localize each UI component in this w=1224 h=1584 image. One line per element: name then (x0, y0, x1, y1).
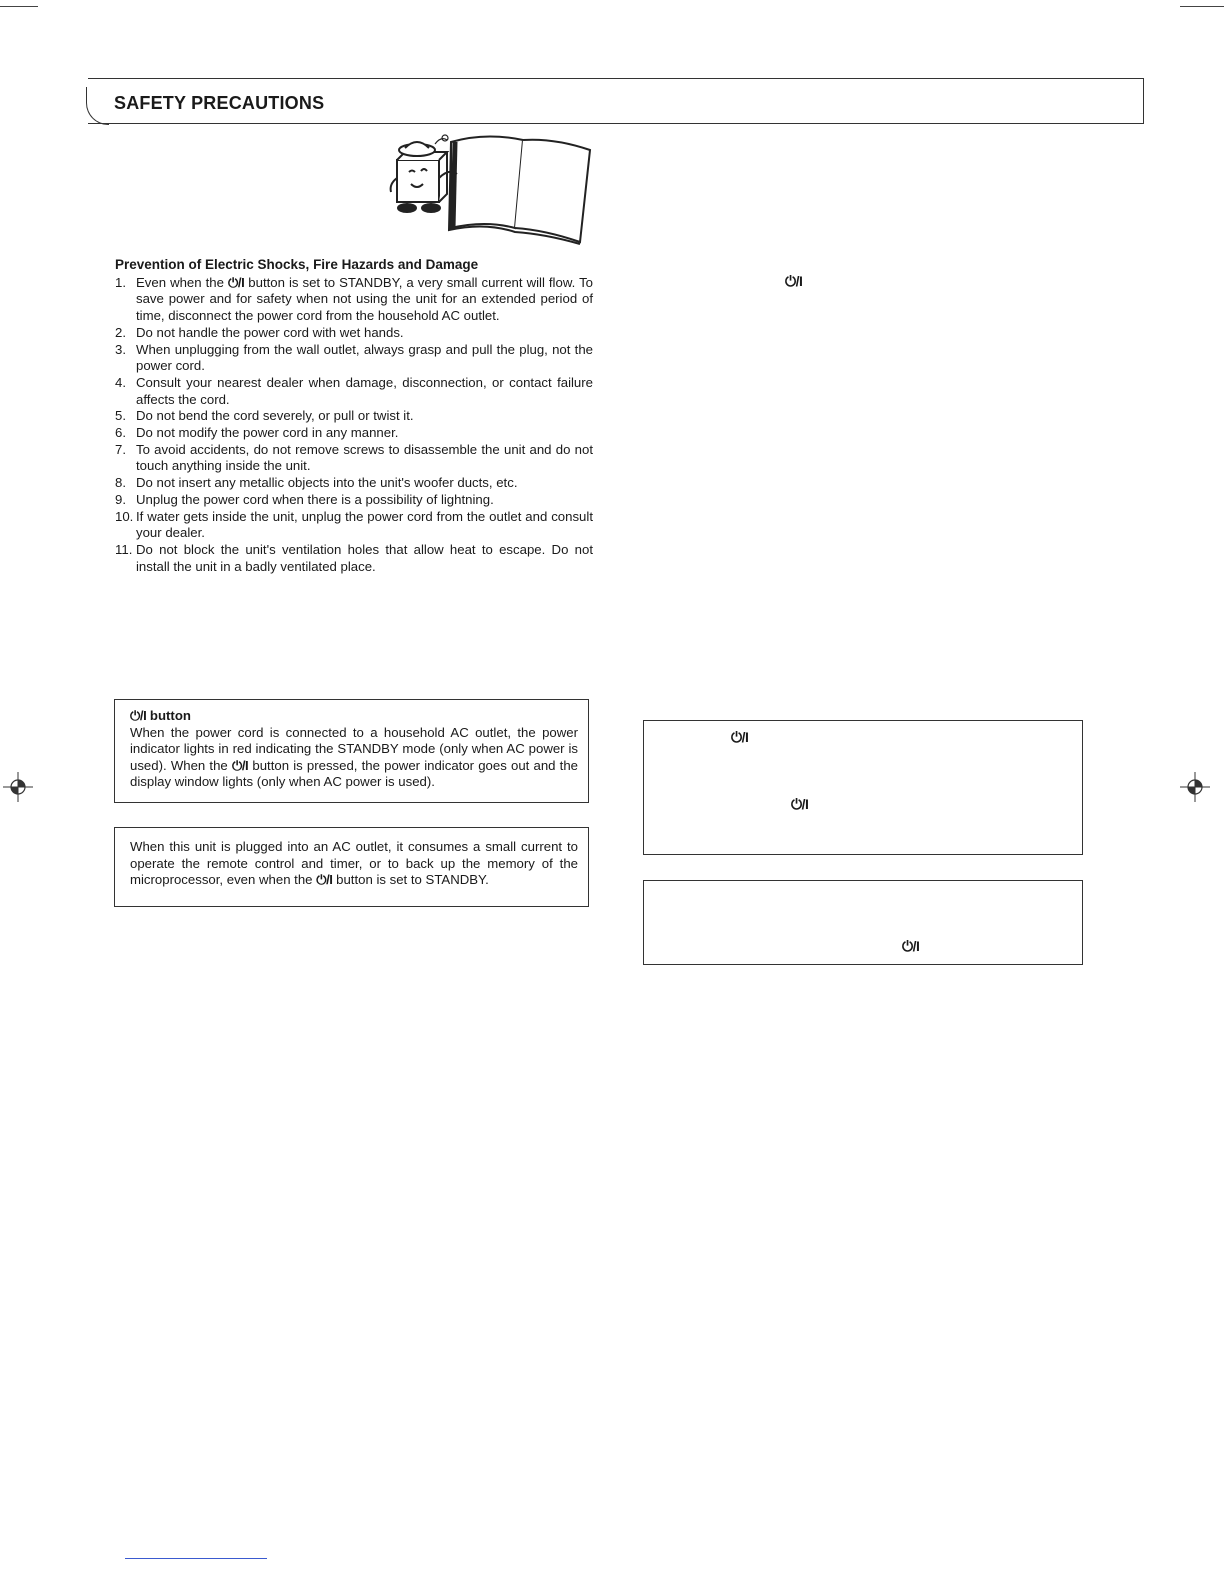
list-item-number: 8. (115, 475, 126, 491)
list-item-text: Unplug the power cord when there is a possibility of lightning. (136, 491, 494, 507)
section-title: SAFETY PRECAUTIONS (114, 93, 325, 113)
list-item (115, 542, 593, 575)
power-button-note-box (114, 699, 589, 803)
power-button-note-text (130, 725, 578, 791)
list-item-text: Do not handle the power cord with wet hands. (136, 324, 404, 340)
power-button-icon: ⏻/I (231, 757, 249, 773)
list-item (115, 325, 593, 342)
prevention-section (115, 257, 593, 575)
list-item-number: 7. (115, 441, 126, 457)
prevention-heading: Prevention of Electric Shocks, Fire Hazards and Damage (115, 257, 479, 272)
list-item (115, 275, 593, 325)
crop-mark-top-right (1180, 6, 1224, 7)
list-item-number: 6. (115, 425, 126, 441)
list-item (115, 509, 593, 542)
list-item-text: Do not modify the power cord in any manner. (136, 425, 399, 441)
registration-mark-icon (1180, 772, 1210, 802)
power-button-icon: ⏻/I (902, 938, 920, 954)
right-note-box (643, 720, 1083, 855)
list-item-text: Even when the (136, 274, 228, 290)
list-item-text: Do not block the unit's ventilation holes that allow heat to escape. Do not install the unit in a badly ventilated place. (136, 541, 593, 574)
list-item-text: If water gets inside the unit, unplug the power cord from the outlet and consult your dealer. (136, 508, 593, 541)
note-text: When the power cord is connected to a household AC outlet, the power indicator lights in red indicating the STANDBY mode (only when AC power is used). When the (130, 724, 578, 773)
power-button-note-title (130, 708, 578, 725)
standby-current-note-box (114, 827, 589, 907)
list-item (115, 375, 593, 408)
list-item-text: Consult your nearest dealer when damage, disconnection, or contact failure affects the cord. (136, 374, 593, 407)
power-button-icon: ⏻/I (227, 274, 245, 290)
standby-current-note-text (130, 839, 578, 889)
list-item-number: 2. (115, 324, 126, 340)
power-button-icon: ⏻/I (731, 729, 749, 745)
power-button-icon: ⏻/I (791, 796, 809, 812)
list-item-text: Do not bend the cord severely, or pull or twist it. (136, 408, 414, 424)
list-item (115, 408, 593, 425)
note-text: button is set to STANDBY. (332, 872, 489, 888)
list-item-text: Do not insert any metallic objects into the unit's woofer ducts, etc. (136, 475, 518, 491)
list-item-number: 3. (115, 341, 126, 357)
list-item-number: 10. (115, 508, 134, 524)
note-text: button is pressed, the power indicator goes out and the display window lights (only when AC power is used). (130, 757, 578, 790)
right-note-box (643, 880, 1083, 965)
power-button-icon: ⏻/I (316, 872, 333, 888)
list-item-text: When unplugging from the wall outlet, always grasp and pull the plug, not the power cord. (136, 341, 593, 374)
power-button-icon: ⏻/I (130, 708, 147, 723)
registration-mark-icon (3, 772, 33, 802)
list-item-number: 1. (115, 274, 126, 290)
list-item-text: button is set to STANDBY, a very small current will flow. To save power and for safety when not using the unit for an extended period of time, disconnect the power cord from the household AC outlet. (136, 274, 593, 324)
crop-mark-top-left (0, 6, 38, 7)
note-text: When this unit is plugged into an AC outlet, it consumes a small current to operate the remote control and timer, or to back up the memory of the microprocessor, even when the (130, 839, 578, 888)
list-item-text: To avoid accidents, do not remove screws to disassemble the unit and do not touch anything inside the unit. (136, 441, 593, 474)
power-button-note-title-text: button (146, 708, 191, 723)
footer-rule (125, 1558, 267, 1559)
list-item-number: 5. (115, 408, 126, 424)
list-item (115, 475, 593, 492)
list-item (115, 425, 593, 442)
list-item (115, 442, 593, 475)
power-button-icon: ⏻/I (785, 273, 803, 289)
list-item-number: 4. (115, 374, 126, 390)
prevention-list (115, 275, 593, 576)
list-item (115, 342, 593, 375)
list-item-number: 9. (115, 491, 126, 507)
list-item (115, 492, 593, 509)
list-item-number: 11. (115, 541, 133, 557)
mascot-reading-manual-icon (385, 128, 595, 246)
